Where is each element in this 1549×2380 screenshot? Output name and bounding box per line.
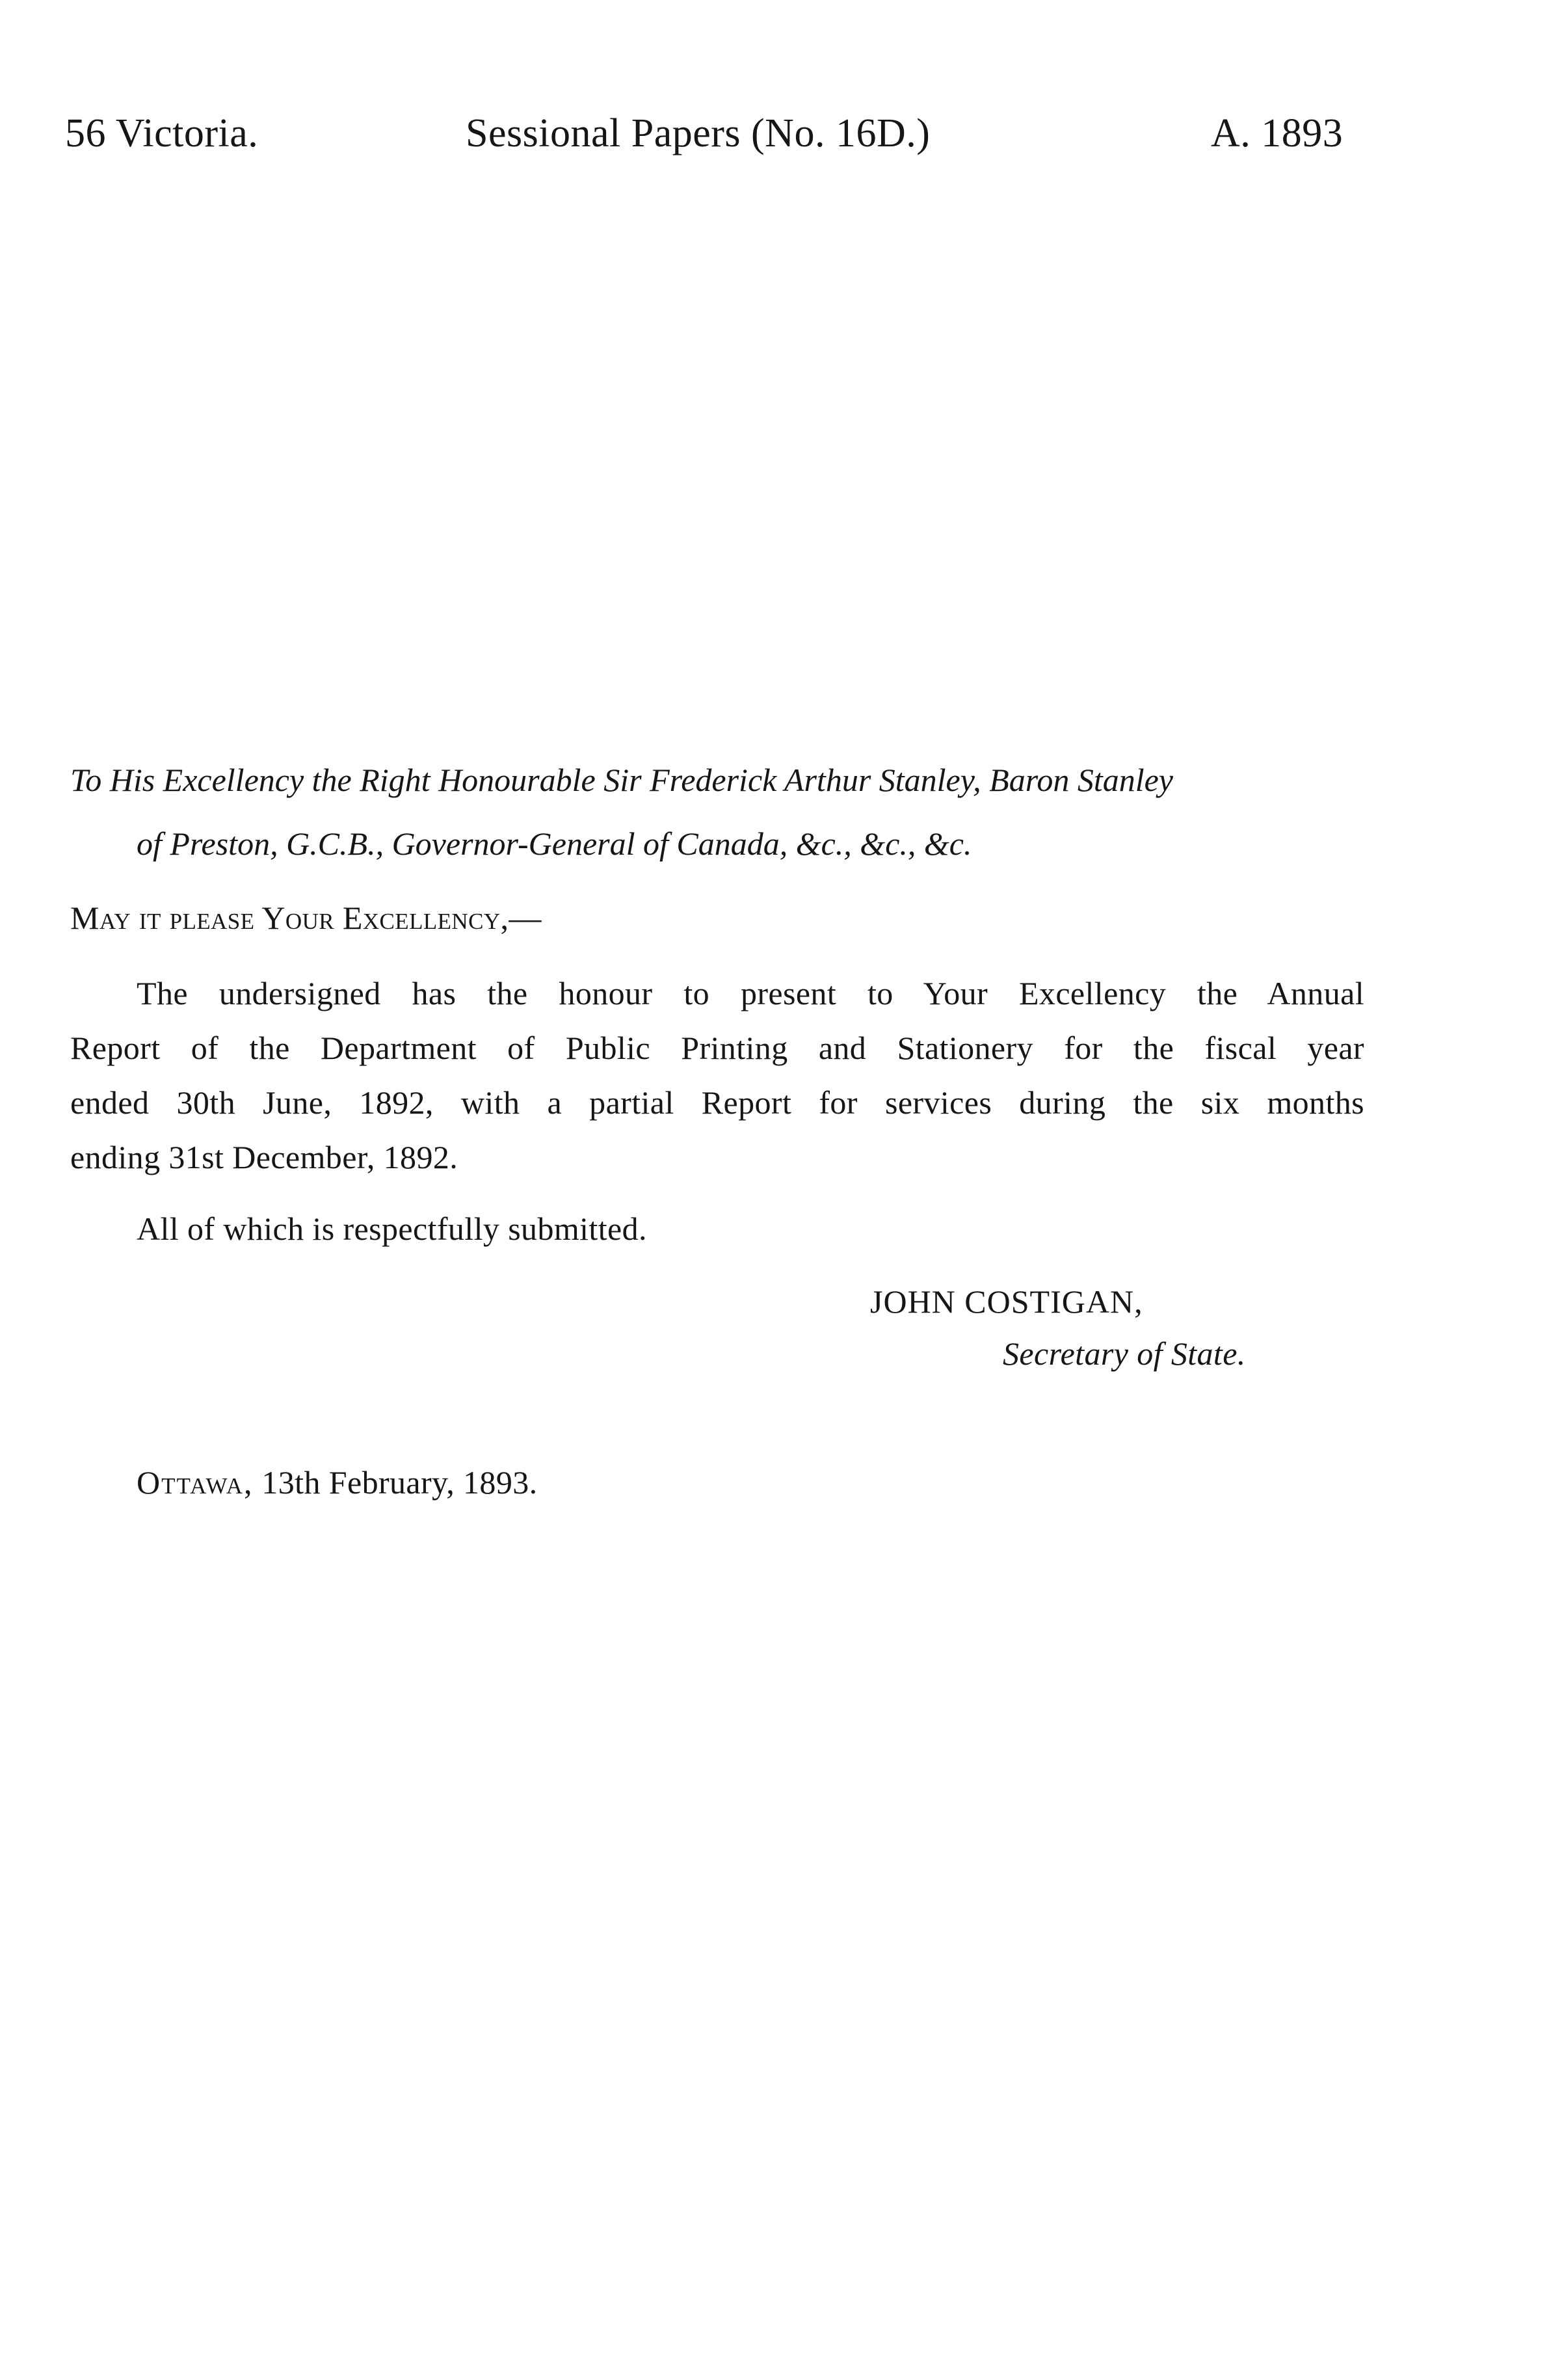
dateline: [137, 1464, 538, 1501]
body-line-3: ended 30th June, 1892, with a partial Report for services during the six months: [70, 1084, 1364, 1121]
header-year: A. 1893: [1211, 111, 1344, 155]
closing-line: All of which is respectfully submitted.: [137, 1210, 647, 1247]
dateline-place: Ottawa,: [137, 1464, 254, 1501]
header-title: Sessional Papers (No. 16D.): [466, 111, 931, 155]
signature-name: JOHN COSTIGAN,: [870, 1283, 1143, 1320]
address-line-2: of Preston, G.C.B., Governor-General of Canada, &c., &c., &c.: [137, 825, 972, 862]
body-line-4: ending 31st December, 1892.: [70, 1139, 458, 1175]
body-line-2: Report of the Department of Public Printing and Stationery for the fiscal year: [70, 1030, 1364, 1066]
salutation: May it please Your Excellency,—: [70, 900, 542, 936]
header-volume: 56 Victoria.: [65, 111, 259, 155]
body-line-1: The undersigned has the honour to present to Your Excellency the Annual: [137, 975, 1364, 1011]
signature-title: Secretary of State.: [1003, 1335, 1246, 1372]
address-line-1: To His Excellency the Right Honourable Sir Frederick Arthur Stanley, Baron Stanley: [70, 762, 1173, 798]
dateline-date: 13th February, 1893.: [261, 1464, 538, 1501]
